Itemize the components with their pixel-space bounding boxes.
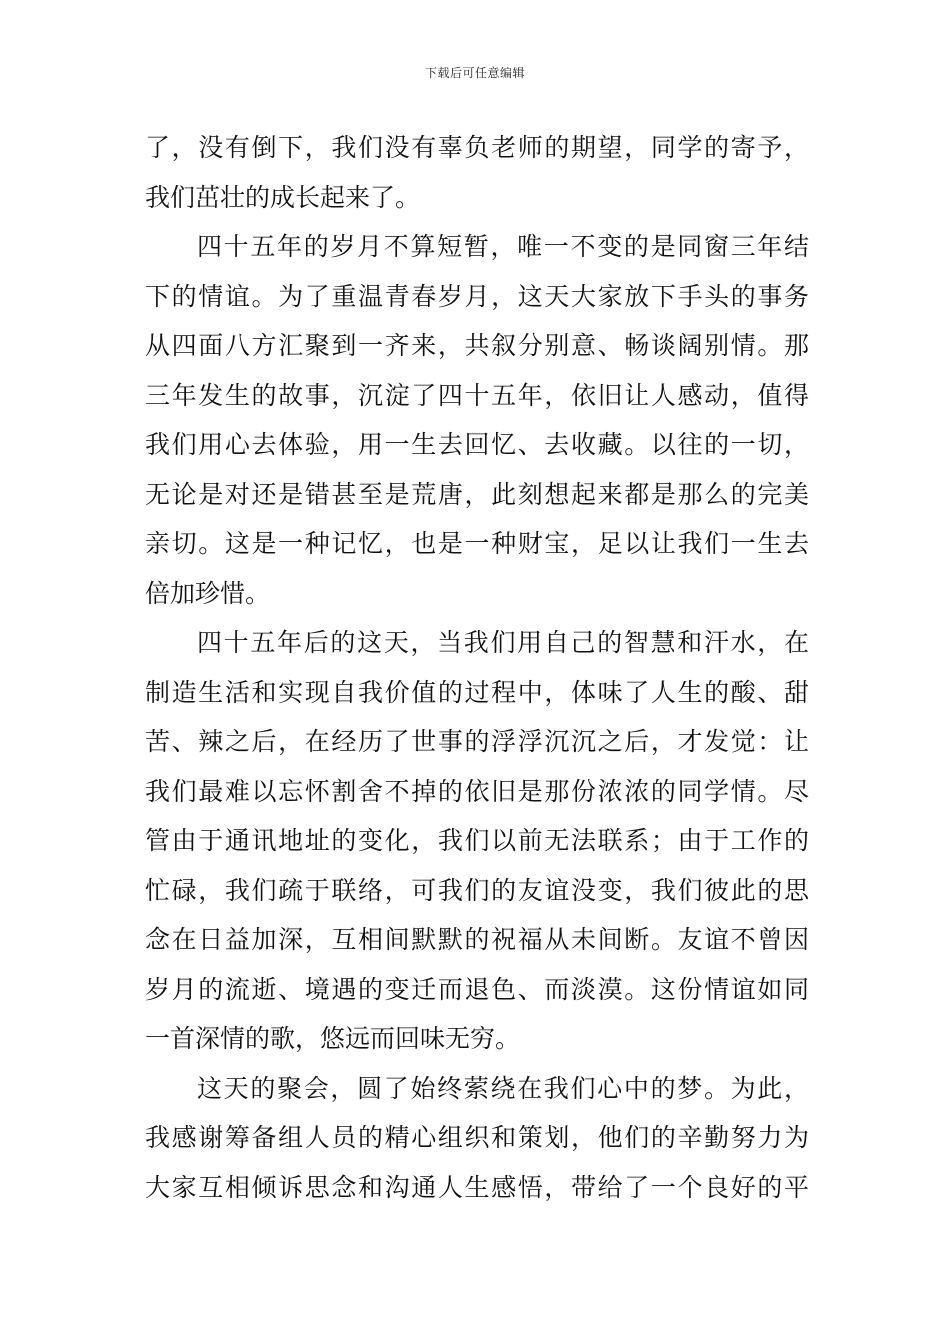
document-body — [145, 123, 809, 1212]
text-line: 了，没有倒下，我们没有辜负老师的期望，同学的寄予， — [145, 133, 809, 162]
text-line: 无论是对还是错甚至是荒唐，此刻想起来都是那么的完美 — [145, 479, 809, 509]
text-line: 亲切。这是一种记忆，也是一种财宝，足以让我们一生去 — [145, 529, 809, 558]
text-line: 岁月的流逝、境遇的变迁而退色、而淡漠。这份情谊如同 — [145, 974, 809, 1004]
text-line: 倍加珍惜。 — [145, 578, 271, 608]
text-line: 大家互相倾诉思念和沟通人生感悟，带给了一个良好的平 — [145, 1172, 809, 1202]
page-header: 下载后可任意编辑 — [424, 66, 525, 80]
text-line: 制造生活和实现自我价值的过程中，体味了人生的酸、甜 — [145, 677, 809, 707]
text-line: 一首深情的歌，悠远而回味无穷。 — [145, 1024, 521, 1053]
text-line: 从四面八方汇聚到一齐来，共叙分别意、畅谈阔别情。那 — [145, 331, 809, 360]
text-line: 念在日益加深，互相间默默的祝福从未间断。友谊不曾因 — [145, 925, 809, 954]
text-line: 四十五年的岁月不算短暂，唯一不变的是同窗三年结 — [197, 232, 809, 261]
text-line: 苦、辣之后，在经历了世事的浮浮沉沉之后，才发觉：让 — [145, 727, 809, 756]
text-line: 这天的聚会，圆了始终萦绕在我们心中的梦。为此， — [197, 1073, 809, 1103]
text-line: 我感谢筹备组人员的精心组织和策划，他们的辛勤努力为 — [145, 1123, 809, 1152]
text-line: 下的情谊。为了重温青春岁月，这天大家放下手头的事务 — [145, 281, 809, 311]
text-line: 我们茁壮的成长起来了。 — [145, 182, 421, 212]
text-line: 管由于通讯地址的变化，我们以前无法联系；由于工作的 — [145, 826, 809, 855]
text-line: 忙碌，我们疏于联络，可我们的友谊没变，我们彼此的思 — [145, 875, 809, 905]
text-line: 我们最难以忘怀割舍不掉的依旧是那份浓浓的同学情。尽 — [145, 776, 809, 806]
text-line: 四十五年后的这天，当我们用自己的智慧和汗水，在 — [197, 628, 809, 657]
text-line: 我们用心去体验，用一生去回忆、去收藏。以往的一切， — [145, 430, 809, 459]
text-line: 三年发生的故事，沉淀了四十五年，依旧让人感动，值得 — [145, 380, 809, 410]
